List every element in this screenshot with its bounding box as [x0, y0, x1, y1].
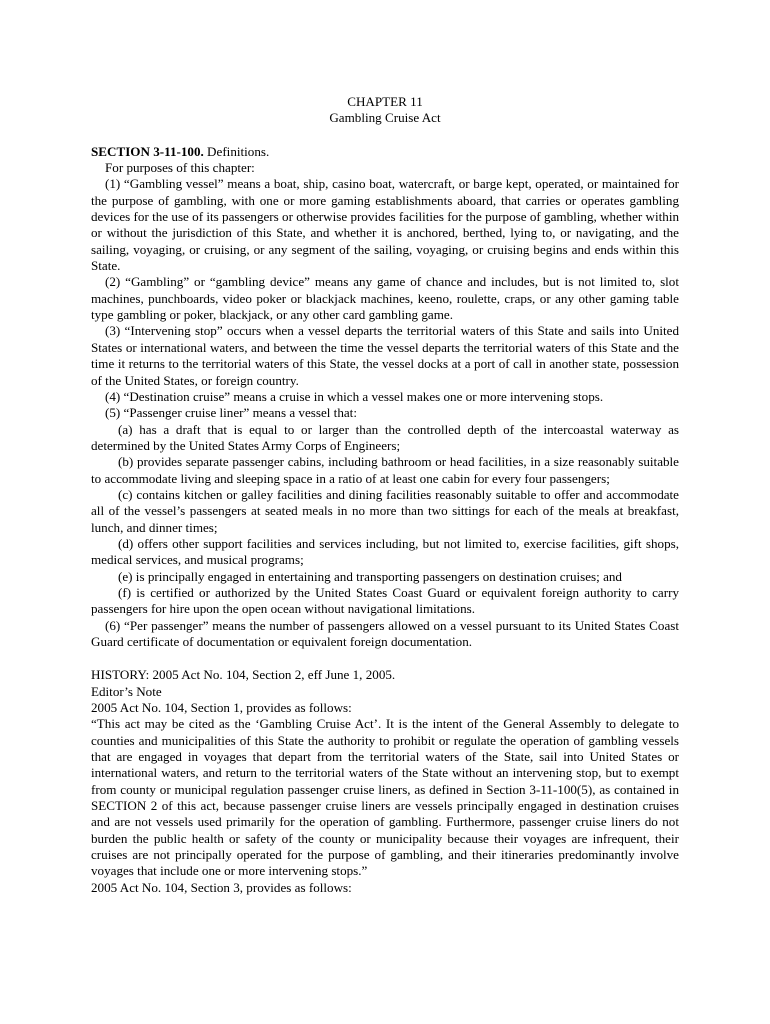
subparagraph-d: (d) offers other support facilities and services including, but not limited to, exercise facilities, gift shops, medical services, and musical programs;	[91, 535, 679, 568]
subparagraph-e: (e) is principally engaged in entertaining and transporting passengers on destination cruises; and	[118, 568, 622, 584]
chapter-title: Gambling Cruise Act	[329, 110, 441, 126]
subparagraph-a: (a) has a draft that is equal to or larger than the controlled depth of the intercoastal waterway as determined by the United States Army Corps of Engineers;	[91, 421, 679, 453]
chapter-number: CHAPTER 11	[347, 94, 423, 109]
chapter-heading	[91, 94, 679, 127]
subparagraph-c: (c) contains kitchen or galley facilities and dining facilities reasonably suitable to offer and accommodate all of the vessel’s passengers at seated meals in no more than two sittings for each of the meals at breakfast, lunch, and dinner times;	[91, 486, 679, 535]
definition-paragraph-6: (6) “Per passenger” means the number of passengers allowed on a vessel pursuant to its United States Coast Guard certificate of documentation or equivalent foreign documentation.	[91, 617, 679, 649]
section-heading	[91, 144, 679, 160]
subparagraph-b: (b) provides separate passenger cabins, including bathroom or head facilities, in a size reasonably suitable to accommodate living and sleeping space in a ratio of at least one cabin for every four passengers;	[91, 454, 679, 486]
editors-note-heading: Editor’s Note	[91, 683, 162, 699]
definition-paragraph-5: (5) “Passenger cruise liner” means a vessel that:	[105, 405, 357, 421]
history-line: HISTORY: 2005 Act No. 104, Section 2, eff June 1, 2005.	[91, 667, 396, 683]
act-section-1-quote: “This act may be cited as the ‘Gambling Cruise Act’. It is the intent of the General Assembly to delegate to counties and municipalities of this State the authority to prohibit or regulate the operation of gambling vessels that are engaged in voyages that depart from the territorial waters of the State, sail into United States or international waters, and return to the territorial waters of the State without an intervening stop, but to exempt from county or municipal regulation passenger cruise liners, as defined in Section 3-11-100(5), as contained in SECTION 2 of this act, because passenger cruise liners are vessels principally engaged in destination cruises and are not vessels used primarily for the operation of gambling. Furthermore, passenger cruise liners do not burden the public health or safety of the county or municipality because their voyages are infrequent, their cruises are not principally operated for the purpose of gambling, and their itineraries predominantly involve voyages that include one or more intervening stops.”	[91, 716, 679, 879]
section-spacer	[91, 650, 679, 667]
section-intro: For purposes of this chapter:	[105, 160, 255, 176]
definition-paragraph-3: (3) “Intervening stop” occurs when a vessel departs the territorial waters of this State and sails into United States or international waters, and between the time the vessel departs the territorial waters of this State and the time it returns to the territorial waters of this State, the vessel docks at a port of call in another state, possession of the United States, or foreign country.	[91, 323, 679, 388]
definition-paragraph-2: (2) “Gambling” or “gambling device” means any game of chance and includes, but is not limited to, slot machines, punchboards, video poker or blackjack machines, keeno, roulette, craps, or any other gaming table type gambling or poker, blackjack, or any other card gambling game.	[91, 274, 679, 323]
subparagraph-f: (f) is certified or authorized by the United States Coast Guard or equivalent foreign authority to carry passengers for hire upon the open ocean without navigational limitations.	[91, 584, 679, 617]
document-page	[91, 94, 679, 896]
section-number: SECTION 3-11-100.	[91, 143, 204, 159]
section-title: Definitions.	[203, 143, 270, 159]
definition-paragraph-1: (1) “Gambling vessel” means a boat, ship, casino boat, watercraft, or barge kept, operated, or maintained for the purpose of gambling, with one or more gaming establishments aboard, that carries or operates gambling devices for the use of its passengers or otherwise provides facilities for the purpose of gambling, whether within or without the jurisdiction of this State, and whether it is anchored, berthed, lying to, or navigating, and the sailing, voyaging, or cruising, or any segment of the sailing, voyaging, or cruising begins and ends within this State.	[91, 176, 679, 274]
definition-paragraph-4: (4) “Destination cruise” means a cruise in which a vessel makes one or more intervening stops.	[105, 388, 604, 404]
act-section-3-intro: 2005 Act No. 104, Section 3, provides as follows:	[91, 879, 352, 895]
act-section-1-intro: 2005 Act No. 104, Section 1, provides as follows:	[91, 700, 352, 716]
